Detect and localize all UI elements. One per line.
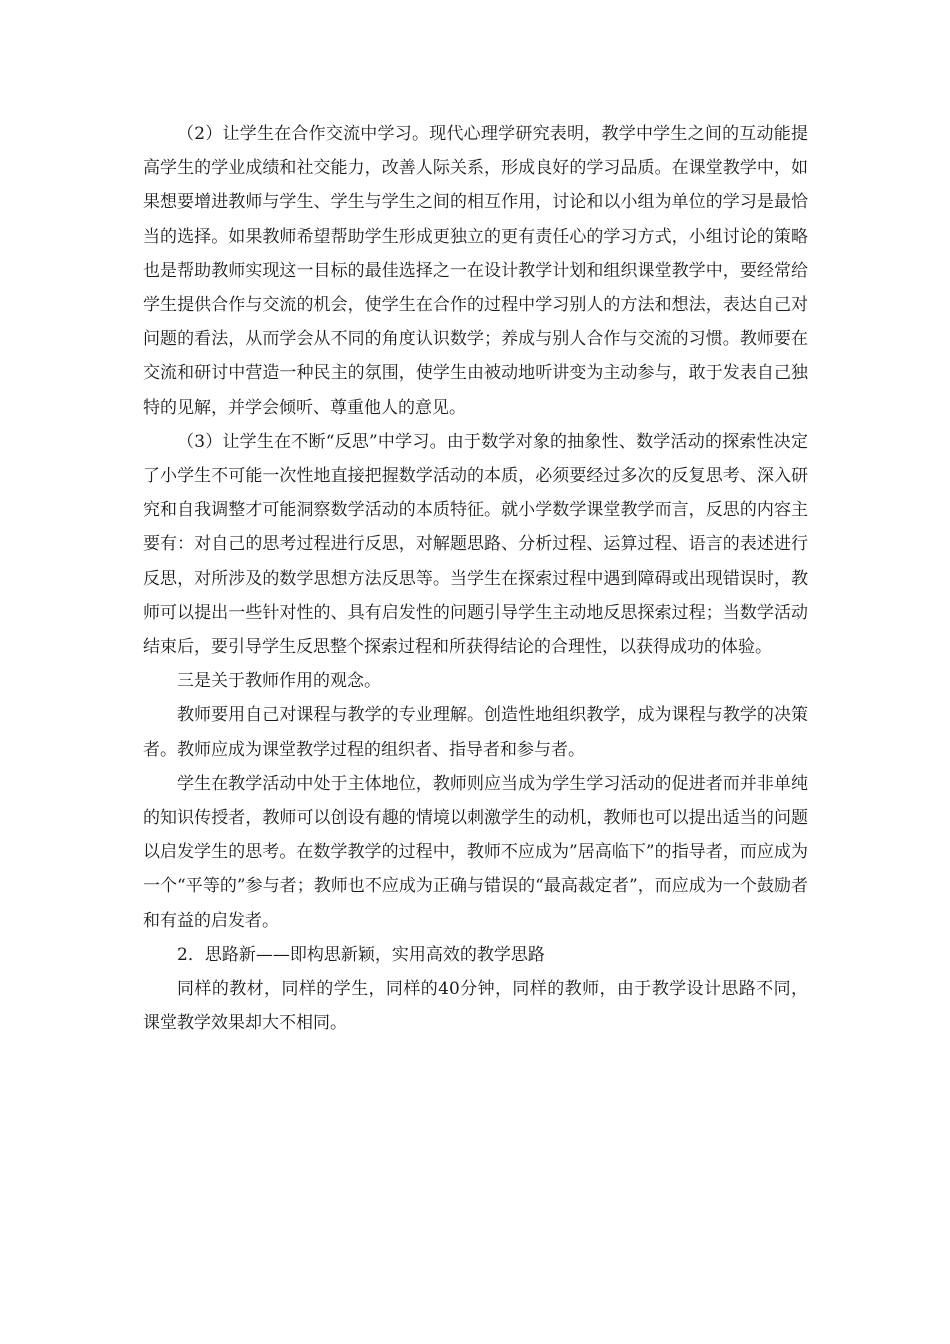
paragraph-teacher-role-heading: 三是关于教师作用的观念。 [177,671,381,692]
paragraph-student-subject: 学生在教学活动中处于主体地位，教师则应当成为学生学习活动的促进者而并非单纯的知识传授者，教师可以创设有趣的情境以刺激学生的动机，教师也可以提出适当的问题以启发学生的思考。在数学教学的过程中，教师不应成为”居高临下”的指导者，而应成为一个“平等的”参与者；教师也不应成为正确与错误的“最高裁定者”，而应成为一个鼓励者和有益的启发者。 [143,773,808,931]
paragraph-reflective-learning: （3）让学生在不断“反思”中学习。由于数学对象的抽象性、数学活动的探索性决定了小学生不可能一次性地直接把握数学活动的本质，必须要经过多次的反复思考、深入研究和自我调整才可能洞察数学活动的本质特征。就小学数学课堂教学而言，反思的内容主要有：对自己的思考过程进行反思，对解题思路、分析过程、运算过程、语言的表述进行反思，对所涉及的数学思想方法反思等。当学生在探索过程中遇到障碍或出现错误时，教师可以提出一些针对性的、具有启发性的问题引导学生主动地反思探索过程；当数学活动结束后，要引导学生反思整个探索过程和所获得结论的合理性，以获得成功的体验。 [143,431,808,658]
document-body [143,117,808,1040]
paragraph-teacher-understanding: 教师要用自己对课程与教学的专业理解。创造性地组织教学，成为课程与教学的决策者。教师应成为课堂教学过程的组织者、指导者和参与者。 [143,705,808,760]
paragraph-new-approach-heading: 2．思路新——即构思新颖，实用高效的教学思路 [177,944,545,965]
paragraph-same-materials: 同样的教材，同样的学生，同样的40分钟，同样的教师，由于教学设计思路不同，课堂教学效果却大不相同。 [143,979,808,1034]
paragraph-cooperative-learning: （2）让学生在合作交流中学习。现代心理学研究表明，教学中学生之间的互动能提高学生的学业成绩和社交能力，改善人际关系，形成良好的学习品质。在课堂教学中，如果想要增进教师与学生、学生与学生之间的相互作用，讨论和以小组为单位的学习是最恰当的选择。如果教师希望帮助学生形成更独立的更有责任心的学习方式，小组讨论的策略也是帮助教师实现这一目标的最佳选择之一在设计教学计划和组织课堂教学中，要经常给学生提供合作与交流的机会，使学生在合作的过程中学习别人的方法和想法，表达自己对问题的看法，从而学会从不同的角度认识数学；养成与别人合作与交流的习惯。教师要在交流和研讨中营造一种民主的氛围，使学生由被动地听讲变为主动参与，敢于发表自己独特的见解，并学会倾听、尊重他人的意见。 [143,124,808,418]
